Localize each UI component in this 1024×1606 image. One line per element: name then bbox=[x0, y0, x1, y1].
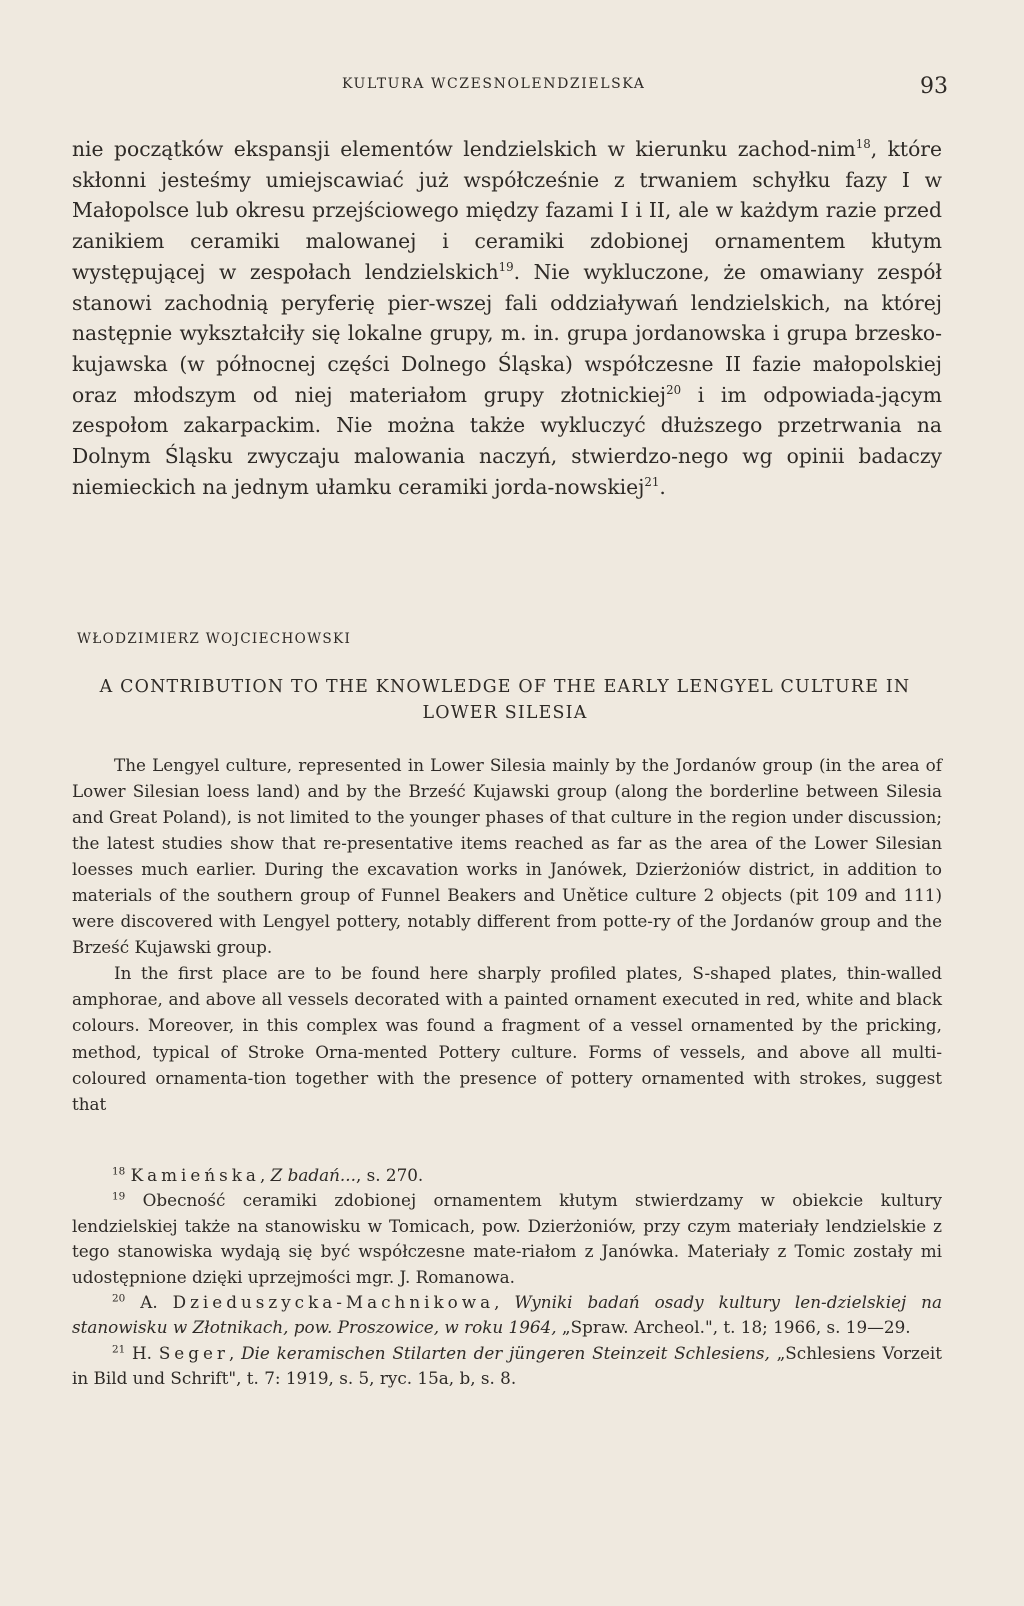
footnote-title: Die keramischen Stilarten der jüngeren Steinzeit Schlesiens, bbox=[241, 1342, 770, 1363]
footnote-reference: 18 bbox=[855, 137, 871, 152]
footnote-author: Seger bbox=[158, 1342, 229, 1363]
main-text-segment: . Nie wykluczone, że omawiany zespół stanowi zachodnią peryferię pier-wszej fali oddziaływań lendzielskich, na której następnie wykształciły się lokalne grupy, m. in. grupa jordanowska i grupa brzesko-kujawska (w północnej części Dolnego Śląska) współczesne II fazie małopolskiej oraz młodszym od niej materiałom grupy złotnickiej bbox=[72, 259, 943, 407]
footnote-prefix: H. bbox=[132, 1342, 159, 1363]
footnote-reference: 21 bbox=[644, 474, 660, 489]
footnotes bbox=[72, 1163, 942, 1392]
footnote-prefix: A. bbox=[140, 1292, 173, 1313]
footnote-number: 19 bbox=[112, 1190, 126, 1203]
footnote-text: „Spraw. Archeol.", t. 18; 1966, s. 19—29. bbox=[556, 1317, 911, 1338]
footnote-reference: 19 bbox=[498, 260, 514, 275]
main-text-segment: , które skłonni jesteśmy umiejscawiać już współcześnie z trwaniem schyłku fazy I w Małopolsce lub okresu przejściowego między fazami I i II, ale w każdym razie przed zanikiem ceramiki malowanej i ceramiki zdobionej ornamentem kłutym występującej w zespołach lendzielskich bbox=[72, 137, 942, 284]
footnote-text: Obecność ceramiki zdobionej ornamentem kłutym stwierdzamy w obiekcie kultury lendzielskiej także na stanowisku w Tomicach, pow. Dzierżoniów, przy czym materiały lendzielskie z tego stanowiska wydają się być współczesne mate-riałom z Janówka. Materiały z Tomic zostały mi udostępnione dzięki uprzejmości mgr. J. Romanowa. bbox=[72, 1190, 942, 1287]
footnote-number: 18 bbox=[112, 1165, 126, 1178]
footnote-text: „Schlesiens Vorzeit in Bild und Schrift", t. 7: 1919, s. 5, ryc. 15a, b, s. 8. bbox=[72, 1342, 943, 1389]
footnote-number: 21 bbox=[112, 1343, 126, 1356]
english-summary bbox=[72, 752, 942, 1117]
footnote-author: Kamieńska bbox=[130, 1165, 260, 1185]
page-number: 93 bbox=[920, 74, 948, 99]
main-text-segment: nie początków ekspansji elementów lendzielskich w kierunku zachod-nim bbox=[72, 137, 856, 161]
footnote-20 bbox=[72, 1290, 942, 1341]
footnote-separator: , bbox=[494, 1292, 515, 1313]
summary-paragraph: The Lengyel culture, represented in Lower Silesia mainly by the Jordanów group (in the area of Lower Silesian loess land) and by the Brześć Kujawski group (along the borderline between Silesia and Great Poland), is not limited to the younger phases of that culture in the region under discussion; the latest studies show that re-presentative items reached as far as the area of the Lower Silesian loesses much earlier. During the excavation works in Janówek, Dzierżoniów district, in addition to materials of the southern group of Funnel Beakers and Unětice culture 2 objects (pit 109 and 111) were discovered with Lengyel pottery, notably different from potte-ry of the Jordanów group and the Brześć Kujawski group. bbox=[72, 755, 942, 958]
footnote-title: Wyniki badań osady kultury len-dzielskiej na stanowisku w Złotnikach, pow. Proszowice, w roku 1964, bbox=[72, 1292, 942, 1338]
page-header bbox=[0, 72, 1024, 102]
summary-title: A CONTRIBUTION TO THE KNOWLEDGE OF THE EARLY LENGYEL CULTURE IN LOWER SILESIA bbox=[99, 677, 911, 723]
footnote-reference: 20 bbox=[666, 382, 682, 397]
footnote-title: Z badań... bbox=[270, 1165, 356, 1185]
main-text-segment: i im odpowiada-jącym zespołom zakarpackim. Nie można także wykluczyć dłuższego przetrwania na Dolnym Śląsku zwyczaju malowania naczyń, stwierdzo-nego wg opinii badaczy niemieckich na jednym ułamku ceramiki jorda-nowskiej bbox=[72, 382, 942, 499]
summary-author: WŁODZIMIERZ WOJCIECHOWSKI bbox=[77, 631, 352, 647]
summary-paragraph: In the first place are to be found here sharply profiled plates, S-shaped plates, thin-walled amphorae, and above all vessels decorated with a painted ornament executed in red, white and black colours. Moreover, in this complex was found a fragment of a vessel ornamented by the pricking, method, typical of Stroke Orna-mented Pottery culture. Forms of vessels, and above all multi-coloured ornamenta-tion together with the presence of pottery ornamented with strokes, suggest that bbox=[72, 963, 942, 1114]
footnote-text: , s. 270. bbox=[355, 1165, 424, 1185]
footnote-19 bbox=[72, 1188, 942, 1290]
footnote-author: Dzieduszycka-Machnikowa bbox=[172, 1292, 495, 1313]
footnote-separator: , bbox=[259, 1165, 271, 1185]
footnote-separator: , bbox=[228, 1342, 242, 1363]
main-text-paragraph bbox=[72, 134, 942, 502]
running-head: KULTURA WCZESNOLENDZIELSKA bbox=[342, 76, 646, 92]
footnote-21 bbox=[72, 1341, 942, 1392]
main-text-segment: . bbox=[659, 474, 666, 499]
footnote-number: 20 bbox=[112, 1292, 126, 1305]
footnote-18 bbox=[72, 1163, 942, 1188]
